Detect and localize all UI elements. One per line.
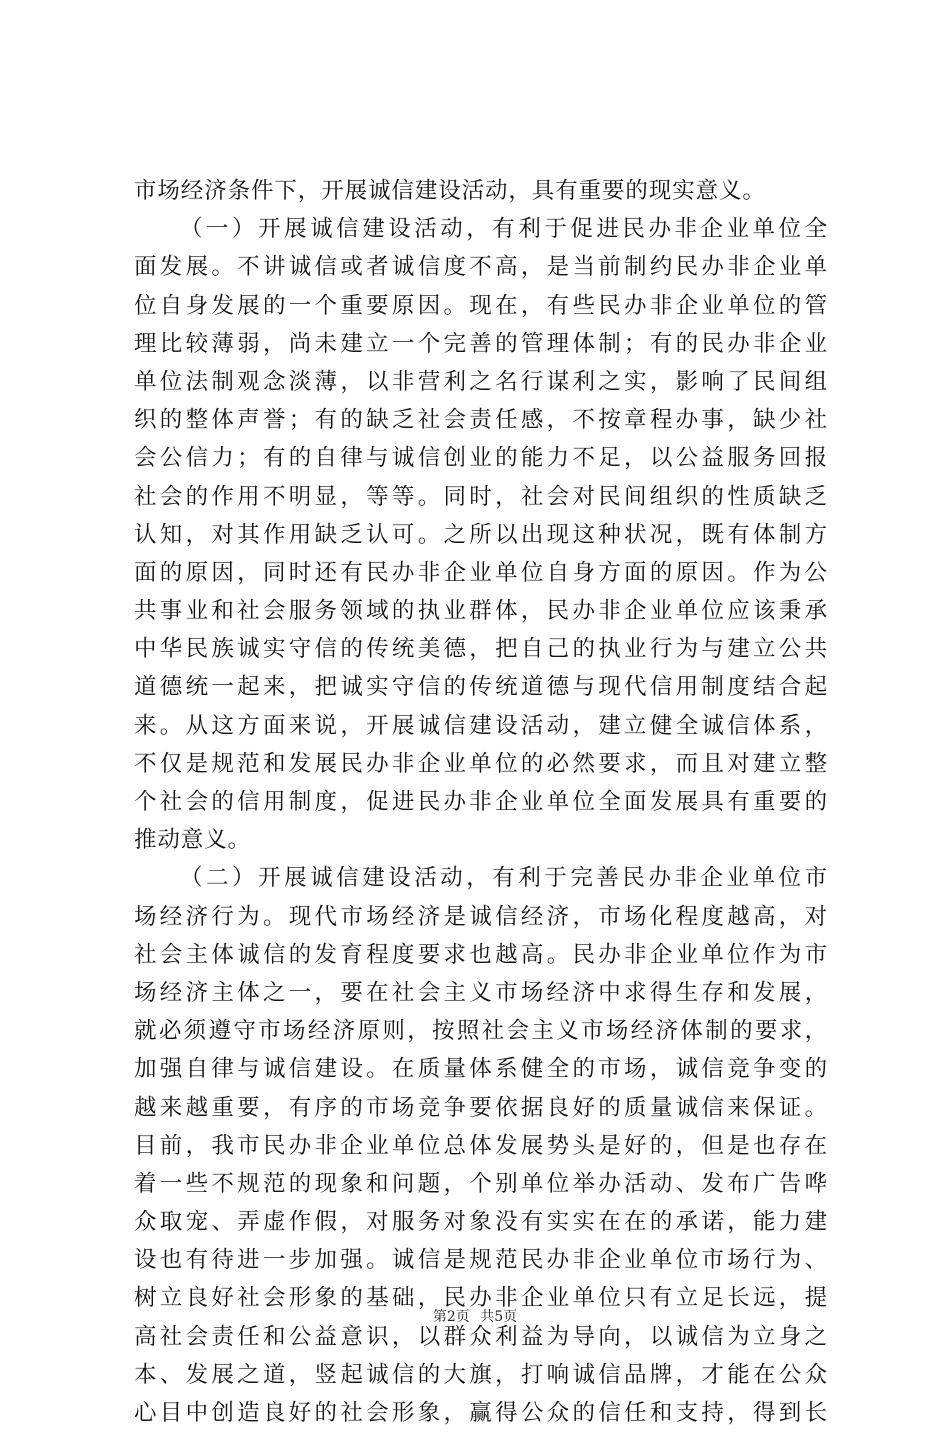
- text-line: 市场经济条件下，开展诚信建设活动，具有重要的现实意义。: [134, 178, 766, 204]
- text-line: 本、发展之道，竖起诚信的大旗，打响诚信品牌，才能在公众: [134, 1361, 828, 1388]
- text-line: 位自身发展的一个重要原因。现在，有些民办非企业单位的管: [134, 292, 828, 319]
- text-line: 着一些不规范的现象和问题，个别单位举办活动、发布广告哗: [134, 1170, 828, 1197]
- text-line: 认知，对其作用缺乏认可。之所以出现这种状况，既有体制方: [134, 521, 828, 548]
- page-footer: [0, 1306, 950, 1326]
- text-line: 就必须遵守市场经济原则，按照社会主义市场经济体制的要求，: [134, 1018, 828, 1045]
- paragraph-first-line: （二）开展诚信建设活动，有利于完善民办非企业单位市: [180, 865, 828, 892]
- text-line: 理比较薄弱，尚未建立一个完善的管理体制；有的民办非企业: [134, 330, 828, 357]
- text-line: 社会的作用不明显，等等。同时，社会对民间组织的性质缺乏: [134, 483, 828, 510]
- text-line: 来。从这方面来说，开展诚信建设活动，建立健全诚信体系，: [134, 712, 828, 739]
- text-line: 高社会责任和公益意识，以群众利益为导向，以诚信为立身之: [134, 1323, 828, 1350]
- text-line: 越来越重要，有序的市场竞争要依据良好的质量诚信来保证。: [134, 1094, 828, 1121]
- text-line: 面发展。不讲诚信或者诚信度不高，是当前制约民办非企业单: [134, 254, 828, 281]
- text-line: 单位法制观念淡薄，以非营利之名行谋利之实，影响了民间组: [134, 368, 828, 395]
- text-line: 不仅是规范和发展民办非企业单位的必然要求，而且对建立整: [134, 750, 828, 777]
- text-line: 道德统一起来，把诚实守信的传统道德与现代信用制度结合起: [134, 674, 828, 701]
- text-line: 共事业和社会服务领域的执业群体，民办非企业单位应该秉承: [134, 598, 828, 625]
- text-line: 众取宠、弄虚作假，对服务对象没有实实在在的承诺，能力建: [134, 1209, 828, 1236]
- text-line: 中华民族诚实守信的传统美德，把自己的执业行为与建立公共: [134, 636, 828, 663]
- text-line: 设也有待进一步加强。诚信是规范民办非企业单位市场行为、: [134, 1247, 828, 1274]
- paragraph-first-line: （一）开展诚信建设活动，有利于促进民办非企业单位全: [180, 216, 828, 243]
- text-line: 目前，我市民办非企业单位总体发展势头是好的，但是也存在: [134, 1132, 828, 1159]
- page-number: 第2页: [432, 1309, 470, 1325]
- text-line: 树立良好社会形象的基础，民办非企业单位只有立足长远，提: [134, 1285, 828, 1312]
- body-text: [134, 172, 828, 1432]
- text-line: 场经济主体之一，要在社会主义市场经济中求得生存和发展，: [134, 979, 828, 1006]
- text-line: 会公信力；有的自律与诚信创业的能力不足，以公益服务回报: [134, 445, 828, 472]
- text-line: 加强自律与诚信建设。在质量体系健全的市场，诚信竞争变的: [134, 1056, 828, 1083]
- text-line: 社会主体诚信的发育程度要求也越高。民办非企业单位作为市: [134, 941, 828, 968]
- text-line: 面的原因，同时还有民办非企业单位自身方面的原因。作为公: [134, 559, 828, 586]
- text-line: 个社会的信用制度，促进民办非企业单位全面发展具有重要的: [134, 789, 828, 815]
- text-line: 推动意义。: [134, 827, 252, 854]
- text-line: 心目中创造良好的社会形象，赢得公众的信任和支持，得到长: [134, 1400, 828, 1426]
- text-line: 织的整体声誉；有的缺乏社会责任感，不按章程办事，缺少社: [134, 407, 828, 434]
- page-total: 共5页: [480, 1309, 518, 1325]
- text-line: 场经济行为。现代市场经济是诚信经济，市场化程度越高，对: [134, 903, 828, 930]
